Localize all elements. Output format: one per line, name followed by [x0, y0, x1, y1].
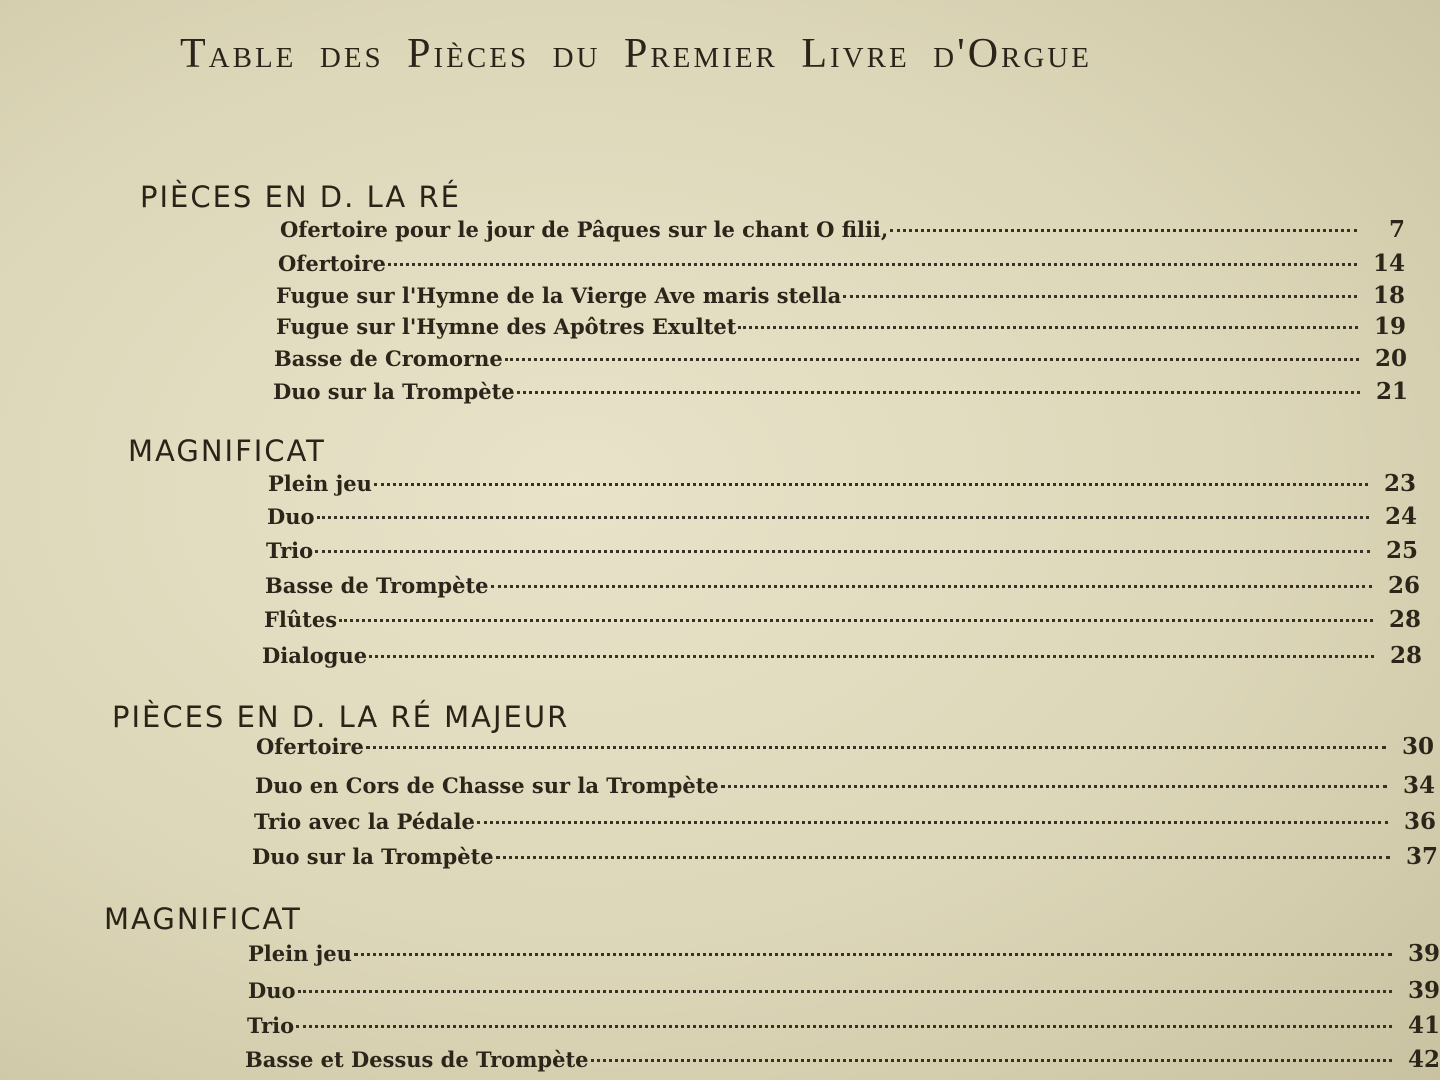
- entry-title: Duo sur la Trompète: [273, 379, 515, 404]
- entry-page-number: 25: [1385, 537, 1418, 564]
- dot-leader: [366, 746, 1386, 749]
- entry-page-number: 39: [1407, 940, 1440, 967]
- entry-title: Fugue sur l'Hymne de la Vierge Ave maris stella: [276, 283, 842, 308]
- dot-leader: [496, 856, 1390, 859]
- toc-entry: [266, 537, 1418, 569]
- section-heading: MAGNIFICAT: [128, 434, 326, 468]
- entry-page-number: 28: [1388, 606, 1421, 633]
- dot-leader: [298, 990, 1393, 993]
- entry-page-number: 34: [1402, 772, 1435, 799]
- dot-leader: [477, 821, 1388, 824]
- entry-page-number: 36: [1403, 808, 1436, 835]
- section-heading: PIÈCES EN D. LA RÉ MAJEUR: [112, 700, 570, 734]
- toc-entry: [278, 250, 1405, 282]
- toc-entry: [276, 282, 1405, 314]
- entry-page-number: 26: [1387, 572, 1420, 599]
- entry-page-number: 21: [1375, 378, 1408, 405]
- toc-entry: [268, 470, 1416, 502]
- toc-entry: [265, 572, 1420, 604]
- entry-page-number: 19: [1373, 313, 1406, 340]
- page-title: Table des Pièces du Premier Livre d'Orgue: [180, 31, 1092, 77]
- entry-title: Dialogue: [262, 643, 368, 668]
- toc-entry: [252, 843, 1438, 875]
- toc-entry: [273, 378, 1408, 410]
- dot-leader: [317, 516, 1370, 519]
- dot-leader: [354, 953, 1392, 956]
- dot-leader: [315, 550, 1370, 553]
- section-heading: PIÈCES EN D. LA RÉ: [140, 180, 461, 214]
- entry-page-number: 23: [1383, 470, 1416, 497]
- dot-leader: [374, 483, 1368, 486]
- entry-title: Basse et Dessus de Trompète: [245, 1047, 589, 1072]
- entry-title: Ofertoire pour le jour de Pâques sur le chant O filii,: [280, 217, 889, 242]
- dot-leader: [505, 358, 1359, 361]
- entry-title: Fugue sur l'Hymne des Apôtres Exultet: [276, 314, 737, 339]
- dot-leader: [843, 295, 1357, 298]
- entry-title: Trio avec la Pédale: [254, 809, 475, 834]
- toc-entry: [267, 503, 1417, 535]
- entry-title: Plein jeu: [268, 471, 372, 496]
- entry-page-number: 24: [1384, 503, 1417, 530]
- dot-leader: [339, 619, 1373, 622]
- entry-title: Ofertoire: [278, 251, 386, 276]
- entry-title: Basse de Trompète: [265, 573, 489, 598]
- dot-leader: [491, 585, 1372, 588]
- entry-title: Plein jeu: [248, 941, 352, 966]
- toc-entry: [276, 313, 1406, 345]
- entry-title: Duo: [267, 504, 315, 529]
- entry-title: Trio: [266, 538, 314, 563]
- toc-entry: [264, 606, 1421, 638]
- entry-title: Ofertoire: [256, 734, 364, 759]
- entry-page-number: 20: [1374, 345, 1407, 372]
- entry-page-number: 7: [1388, 216, 1405, 243]
- entry-title: Basse de Cromorne: [274, 346, 503, 371]
- entry-title: Duo en Cors de Chasse sur la Trompète: [255, 773, 719, 798]
- entry-page-number: 41: [1407, 1012, 1440, 1039]
- toc-entry: [248, 977, 1440, 1009]
- dot-leader: [517, 391, 1360, 394]
- section-heading: MAGNIFICAT: [104, 902, 302, 936]
- entry-title: Duo: [248, 978, 296, 1003]
- entry-page-number: 18: [1372, 282, 1405, 309]
- entry-page-number: 28: [1389, 642, 1422, 669]
- toc-entry: [247, 1012, 1440, 1044]
- dot-leader: [890, 229, 1357, 232]
- entry-title: Trio: [247, 1013, 295, 1038]
- dot-leader: [591, 1059, 1392, 1062]
- dot-leader: [721, 785, 1387, 788]
- toc-entry: [280, 216, 1405, 248]
- toc-entry: [245, 1046, 1440, 1078]
- toc-entry: [274, 345, 1407, 377]
- entry-page-number: 30: [1401, 733, 1434, 760]
- toc-entry: [262, 642, 1422, 674]
- entry-page-number: 37: [1405, 843, 1438, 870]
- dot-leader: [369, 655, 1374, 658]
- entry-page-number: 42: [1407, 1046, 1440, 1073]
- dot-leader: [388, 263, 1357, 266]
- toc-entry: [254, 808, 1436, 840]
- entry-page-number: 39: [1407, 977, 1440, 1004]
- entry-title: Duo sur la Trompète: [252, 844, 494, 869]
- dot-leader: [738, 326, 1358, 329]
- toc-entry: [255, 772, 1435, 804]
- entry-page-number: 14: [1372, 250, 1405, 277]
- toc-entry: [256, 733, 1434, 765]
- entry-title: Flûtes: [264, 607, 338, 632]
- toc-entry: [248, 940, 1440, 972]
- dot-leader: [296, 1025, 1392, 1028]
